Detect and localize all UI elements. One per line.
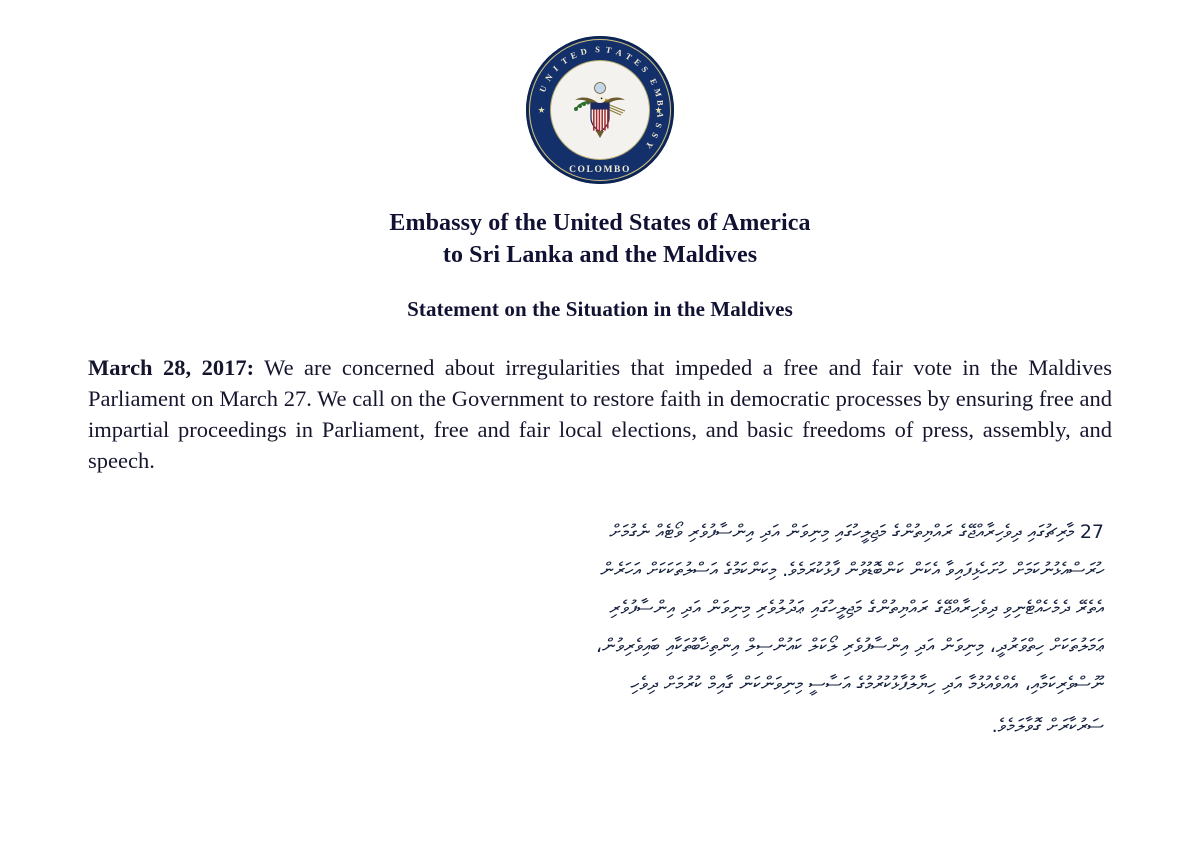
statement-date: March 28, 2017: — [88, 355, 255, 381]
statement-paragraph — [88, 352, 1112, 476]
seal-bottom-text: COLOMBO — [569, 165, 631, 175]
dhivehi-line: 27 މާރިޗުގައި ދިވެހިރާއްޖޭގެ ރައްޔިތުންގެ މަޖިލީހުގައި މިނިވަން އަދި އިންސާފުވެރި ވޯޓެއް ނެގުމަށް — [609, 520, 1104, 543]
organization-line-2: to Sri Lanka and the Maldives — [442, 241, 758, 268]
organization-line-1: Embassy of the United States of America — [389, 210, 811, 236]
eagle-shield-icon — [569, 80, 631, 144]
seal-top-text: U N I T E D S T A T E S E M B A S S Y — [537, 44, 666, 152]
dhivehi-line: ސަރުކާރަށް ގޮވާލަމެވެ. — [991, 714, 1104, 737]
statement-body — [88, 352, 1112, 476]
seal-inner-disc — [550, 60, 650, 160]
dhivehi-line: އެތެރޭ ދެމެހެއްޓެނިވި ދިވެހިރާއްޖޭގެ ރައްޔިތުންގެ މަޖިލީހުގައި ޢަދުލުވެރި މިނިވަން އަދި އިންސާފުވެރި — [609, 596, 1104, 619]
dhivehi-line: ނޫސްވެރިކަމާއި، އެއްވެއުޅުމާ އަދި ހިޔާލުފާޅުކުރުމުގެ އަސާސީ މިނިވަންކަން ގާއިމް ކުރުމަށް ދިވެހި — [630, 672, 1104, 695]
dhivehi-line: ޢަމަލުތަކަށް ހިތްވަރުދީ، މިނިވަން އަދި އިންސާފުވެރި ލޯކަލް ކައުންސިލް އިންތިޚާބުތަކާއި ބައިވެރިވުން، — [595, 634, 1104, 657]
statement-text: We are concerned about irregularities that impeded a free and fair vote in the Maldives Parliament on March 27. We call on the Government to restore faith in democratic processes by ensuring free and impartial proceedings in Parliament, free and fair local elections, and basic freedoms of press, assembly, and speech. — [88, 355, 1112, 474]
dhivehi-line: ހުރަސްއެޅުނުކަމަށް ހުށަހެޅިފައިވާ އެކަން ކަންބޮޑުވުން ފާޅުކުރަމެވެ. މިކަންކަމުގެ އަސްލުތަކަކަށް އަހަރެން — [600, 558, 1104, 581]
us-embassy-seal-icon — [526, 36, 674, 184]
seal-container — [0, 0, 1200, 184]
document-header — [0, 208, 1200, 322]
dhivehi-translation — [96, 513, 1104, 745]
page-title: Statement on the Situation in the Maldives — [407, 297, 793, 322]
